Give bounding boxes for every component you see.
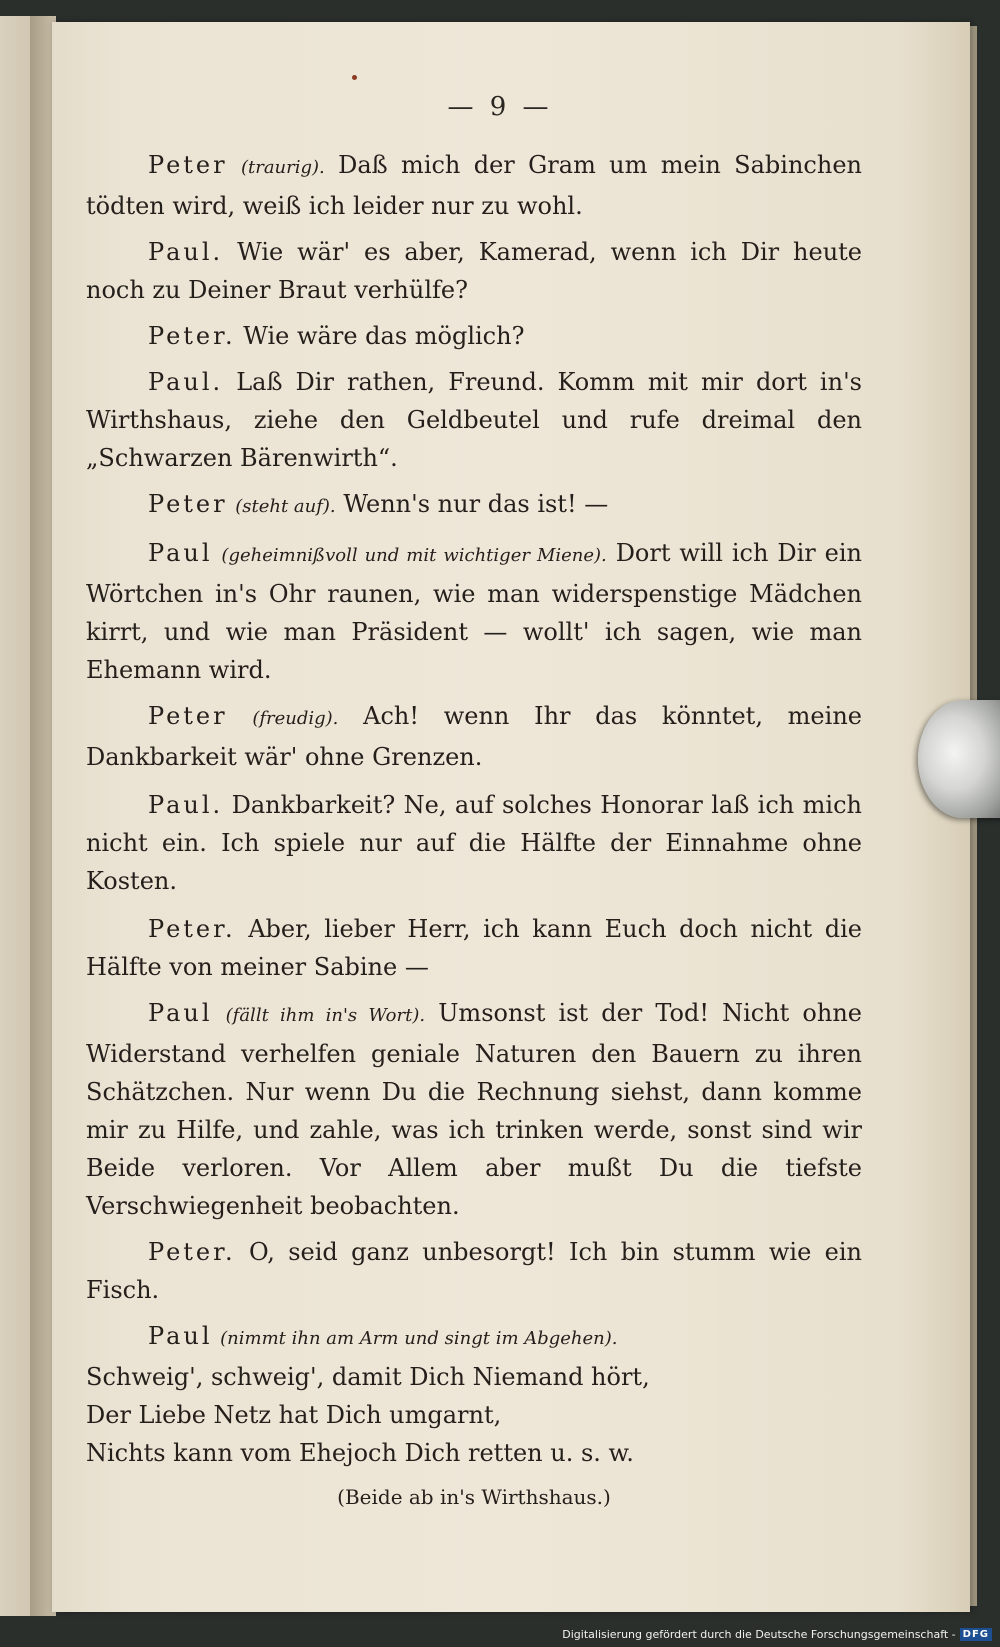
stage-direction: (traurig). bbox=[240, 157, 325, 178]
dialogue-line bbox=[86, 1317, 862, 1358]
speaker-name: Peter bbox=[148, 702, 228, 730]
stage-direction: (nimmt ihn am Arm und singt im Abgehen). bbox=[220, 1328, 618, 1349]
dialogue-line bbox=[86, 697, 862, 776]
stage-direction: (steht auf). bbox=[235, 496, 336, 517]
speaker-name: Peter. bbox=[148, 915, 236, 943]
dialogue-text: Aber, lieber Herr, ich kann Euch doch nicht die Hälfte von meiner Sabine — bbox=[86, 915, 862, 981]
dialogue-line bbox=[86, 363, 862, 477]
dialogue-text: Laß Dir rathen, Freund. Komm mit mir dort in's Wirthshaus, ziehe den Geldbeutel und rufe dreimal den „Schwarzen Bärenwirth“. bbox=[86, 368, 862, 472]
stage-direction: (geheimnißvoll und mit wichtiger Miene). bbox=[221, 545, 607, 566]
stage-direction: (fällt ihm in's Wort). bbox=[225, 1005, 426, 1026]
song-line: Der Liebe Netz hat Dich umgarnt, bbox=[86, 1401, 502, 1429]
credit-text: Digitalisierung gefördert durch die Deutsche Forschungsgemeinschaft - bbox=[562, 1628, 956, 1641]
dialogue-text: Wenn's nur das ist! — bbox=[343, 490, 609, 518]
dialogue-text: Dort will ich Dir ein Wörtchen in's Ohr raunen, wie man widerspenstige Mädchen kirrt, und wie man Präsident — wollt' ich sagen, wie man Ehemann wird. bbox=[86, 539, 862, 684]
speaker-name: Paul. bbox=[148, 791, 224, 819]
speaker-name: Peter bbox=[148, 490, 228, 518]
dialogue-text: Ach! wenn Ihr das könntet, meine Dankbarkeit wär' ohne Grenzen. bbox=[86, 702, 862, 771]
page-clip bbox=[918, 700, 1000, 818]
speaker-name: Paul. bbox=[148, 238, 224, 266]
page-number: — 9 — bbox=[447, 92, 553, 122]
dialogue-text: Dankbarkeit? Ne, auf solches Honorar laß ich mich nicht ein. Ich spiele nur auf die Hälfte der Einnahme ohne Kosten. bbox=[86, 791, 862, 895]
dialogue-line bbox=[86, 146, 862, 225]
page-text bbox=[86, 146, 862, 1536]
speaker-name: Paul. bbox=[148, 368, 224, 396]
stage-direction: (freudig). bbox=[252, 708, 339, 729]
song-line: Nichts kann vom Ehejoch Dich retten u. s. w. bbox=[86, 1439, 634, 1467]
dialogue-line bbox=[86, 994, 862, 1225]
dialogue-line bbox=[86, 317, 862, 355]
dfg-logo: DFG bbox=[960, 1628, 992, 1641]
dialogue-text: Daß mich der Gram um mein Sabinchen tödten wird, weiß ich leider nur zu wohl. bbox=[86, 151, 862, 220]
speaker-name: Peter. bbox=[148, 1238, 236, 1266]
dialogue-text: Umsonst ist der Tod! Nicht ohne Widerstand verhelfen geniale Naturen den Bauern zu ihren Schätzchen. Nur wenn Du die Rechnung siehst, dann komme mir zu Hilfe, und zahle, was ich trinken werde, sonst sind wir Beide verloren. Vor Allem aber mußt Du die tiefste Verschwiegenheit beobachten. bbox=[86, 999, 862, 1220]
dialogue-line bbox=[86, 910, 862, 986]
speaker-name: Paul bbox=[148, 1322, 213, 1350]
ink-spot bbox=[352, 75, 357, 80]
dialogue-line bbox=[86, 485, 862, 526]
exit-stage-direction: (Beide ab in's Wirthshaus.) bbox=[337, 1485, 611, 1509]
dialogue-text: Wie wäre das möglich? bbox=[243, 322, 525, 350]
dialogue-text: Wie wär' es aber, Kamerad, wenn ich Dir heute noch zu Deiner Braut verhülfe? bbox=[86, 238, 862, 304]
speaker-name: Peter. bbox=[148, 322, 236, 350]
dialogue-text: O, seid ganz unbesorgt! Ich bin stumm wie ein Fisch. bbox=[86, 1238, 862, 1304]
dialogue-line bbox=[86, 233, 862, 309]
dialogue-line bbox=[86, 786, 862, 900]
dialogue-line bbox=[86, 534, 862, 689]
speaker-name: Peter bbox=[148, 151, 228, 179]
digitization-credit bbox=[562, 1628, 992, 1641]
song-line: Schweig', schweig', damit Dich Niemand hört, bbox=[86, 1363, 650, 1391]
speaker-name: Paul bbox=[148, 999, 213, 1027]
dialogue-line bbox=[86, 1233, 862, 1309]
speaker-name: Paul bbox=[148, 539, 213, 567]
